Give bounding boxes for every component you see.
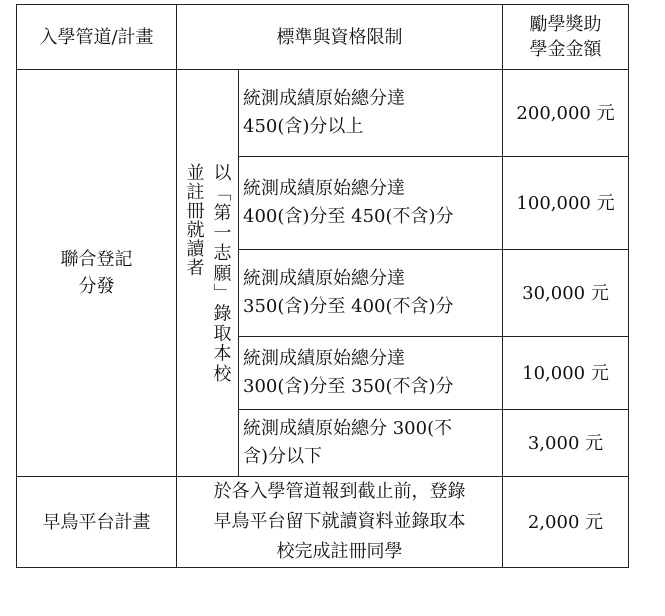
joint-name-line1: 聯合登記 xyxy=(60,249,133,270)
early-criteria-line2: 早鳥平台留下就讀資料並錄取本 xyxy=(213,511,466,532)
criteria-line1: 統測成績原始總分達 xyxy=(243,88,405,109)
early-bird-criteria xyxy=(177,477,503,568)
header-amount-line1: 勵學獎助 xyxy=(529,14,602,35)
criteria-cell xyxy=(239,337,503,410)
joint-registration-cell xyxy=(17,70,177,477)
header-row xyxy=(17,5,629,70)
amount-cell: 3,000 元 xyxy=(503,410,629,477)
criteria-cell xyxy=(239,410,503,477)
criteria-cell xyxy=(239,70,503,157)
amount-cell: 200,000 元 xyxy=(503,70,629,157)
amount-cell: 30,000 元 xyxy=(503,250,629,337)
condition-cell xyxy=(177,70,239,477)
amount-cell: 10,000 元 xyxy=(503,337,629,410)
early-criteria-line1: 於各入學管道報到截止前，登錄 xyxy=(213,481,466,502)
joint-name-line2: 分發 xyxy=(78,276,115,297)
criteria-line1: 統測成績原始總分 300(不 xyxy=(243,418,453,439)
criteria-line2: 含)分以下 xyxy=(243,446,323,467)
criteria-line1: 統測成績原始總分達 xyxy=(243,178,405,199)
criteria-cell xyxy=(239,250,503,337)
early-bird-name: 早鳥平台計畫 xyxy=(17,477,177,568)
table-row xyxy=(17,70,629,157)
table-row xyxy=(17,477,629,568)
early-criteria-line3: 校完成註冊同學 xyxy=(276,541,403,562)
criteria-line1: 統測成績原始總分達 xyxy=(243,348,405,369)
criteria-line2: 400(含)分至 450(不含)分 xyxy=(243,206,454,227)
criteria-cell xyxy=(239,157,503,250)
criteria-line1: 統測成績原始總分達 xyxy=(243,268,405,289)
criteria-line2: 300(含)分至 350(不含)分 xyxy=(243,376,454,397)
first-choice-condition: 以「第一志願」錄取本校並註冊就讀者 xyxy=(183,163,232,383)
amount-cell: 2,000 元 xyxy=(503,477,629,568)
criteria-line2: 350(含)分至 400(不含)分 xyxy=(243,296,454,317)
header-amount-line2: 學金金額 xyxy=(529,39,602,60)
amount-cell: 100,000 元 xyxy=(503,157,629,250)
header-channel: 入學管道/計畫 xyxy=(17,5,177,70)
criteria-line2: 450(含)分以上 xyxy=(243,116,364,137)
header-criteria: 標準與資格限制 xyxy=(177,5,503,70)
scholarship-table xyxy=(16,4,629,568)
header-amount xyxy=(503,5,629,70)
